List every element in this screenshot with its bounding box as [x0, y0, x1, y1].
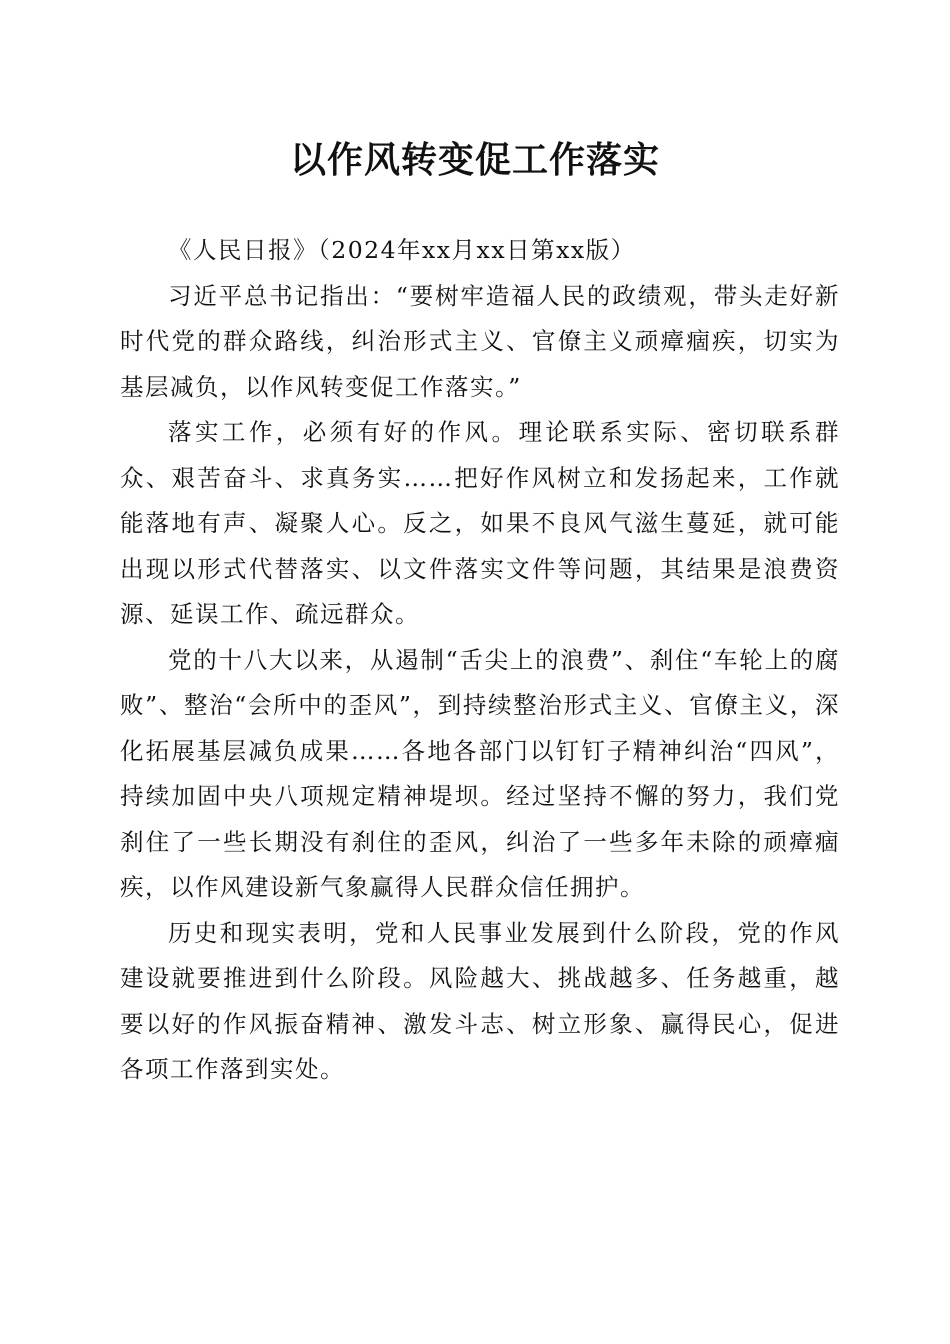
paragraph-3: 党的十八大以来，从遏制“舌尖上的浪费”、刹住“车轮上的腐败”、整治“会所中的歪风”，到持续整治形式主义、官僚主义，深化拓展基层减负成果……各地各部门以钉钉子精神纠治“四风”，持续加固中央八项规定精神堤坝。经过坚持不懈的努力，我们党刹住了一些长期没有刹住的歪风，纠治了一些多年未除的顽瘴痼疾，以作风建设新气象赢得人民群众信任拥护。 [120, 645, 840, 901]
paragraph-2: 落实工作，必须有好的作风。理论联系实际、密切联系群众、艰苦奋斗、求真务实……把好作风树立和发扬起来，工作就能落地有声、凝聚人心。反之，如果不良风气滋生蔓延，就可能出现以形式代替落实、以文件落实文件等问题，其结果是浪费资源、延误工作、疏远群众。 [120, 418, 840, 628]
paragraph-1: 习近平总书记指出：“要树牢造福人民的政绩观，带头走好新时代党的群众路线，纠治形式主义、官僚主义顽瘴痼疾，切实为基层减负，以作风转变促工作落实。” [120, 281, 840, 401]
source-line: 《人民日报》（2024年xx月xx日第xx版） [168, 236, 636, 264]
document-body [120, 228, 840, 1093]
document-title: 以作风转变促工作落实 [289, 139, 660, 181]
paragraph-4: 历史和现实表明，党和人民事业发展到什么阶段，党的作风建设就要推进到什么阶段。风险越大、挑战越多、任务越重，越要以好的作风振奋精神、激发斗志、树立形象、赢得民心，促进各项工作落到实处。 [120, 918, 840, 1083]
